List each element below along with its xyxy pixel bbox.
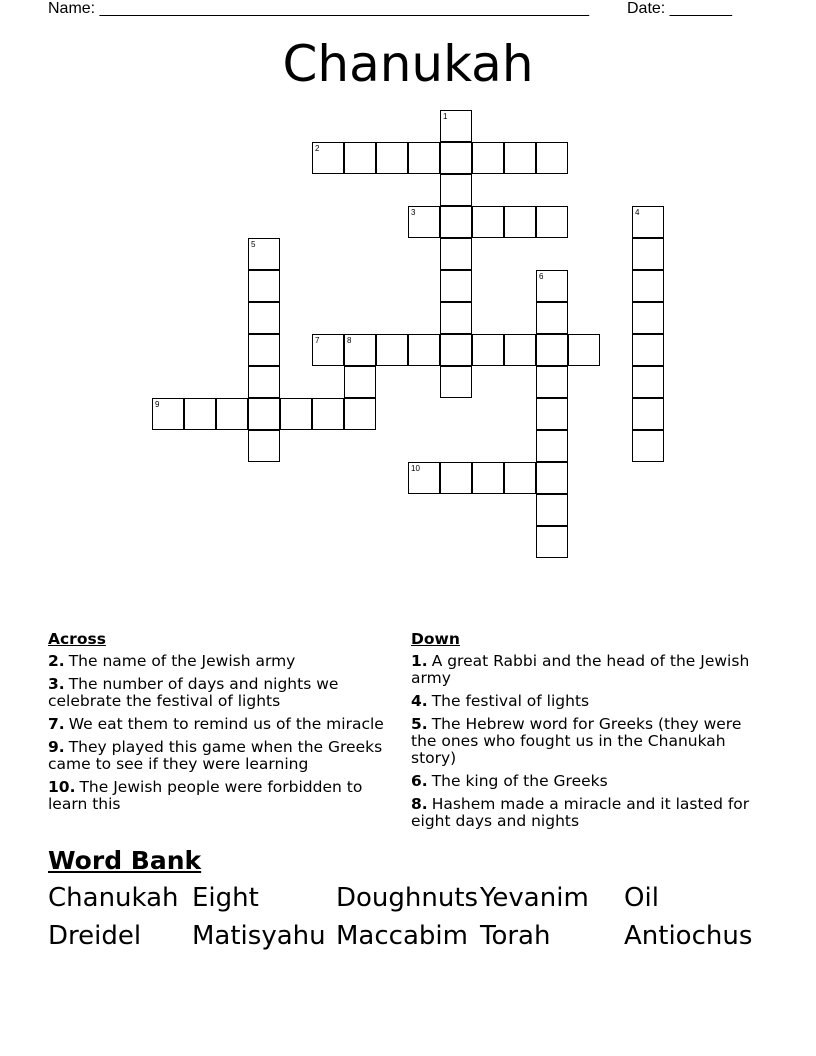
clue-text: The festival of lights bbox=[431, 692, 590, 710]
clue-number: 8. bbox=[411, 795, 428, 813]
crossword-cell[interactable] bbox=[408, 206, 440, 238]
clue-number-label: 8 bbox=[347, 336, 352, 345]
clue-number: 5. bbox=[411, 715, 428, 733]
down-clue bbox=[411, 716, 751, 767]
crossword-cell[interactable] bbox=[312, 142, 344, 174]
crossword-cell[interactable] bbox=[408, 334, 440, 366]
clue-text: The Jewish people were forbidden to learn this bbox=[48, 778, 363, 813]
crossword-cell[interactable] bbox=[312, 398, 344, 430]
crossword-cell[interactable] bbox=[440, 142, 472, 174]
clue-number-label: 5 bbox=[251, 240, 256, 249]
crossword-cell[interactable] bbox=[344, 142, 376, 174]
across-clue bbox=[48, 676, 388, 710]
crossword-cell[interactable] bbox=[248, 334, 280, 366]
crossword-cell[interactable] bbox=[344, 366, 376, 398]
crossword-cell[interactable] bbox=[344, 334, 376, 366]
crossword-cell[interactable] bbox=[248, 398, 280, 430]
crossword-cell[interactable] bbox=[248, 366, 280, 398]
crossword-cell[interactable] bbox=[632, 334, 664, 366]
crossword-cell[interactable] bbox=[280, 398, 312, 430]
across-heading: Across bbox=[48, 630, 106, 648]
crossword-cell[interactable] bbox=[472, 462, 504, 494]
across-clue bbox=[48, 716, 388, 733]
crossword-cell[interactable] bbox=[536, 494, 568, 526]
clue-text: Hashem made a miracle and it lasted for eight days and nights bbox=[411, 795, 750, 830]
crossword-cell[interactable] bbox=[472, 334, 504, 366]
crossword-cell[interactable] bbox=[440, 462, 472, 494]
down-clue bbox=[411, 773, 751, 790]
crossword-cell[interactable] bbox=[216, 398, 248, 430]
crossword-cell[interactable] bbox=[376, 334, 408, 366]
clue-text: The king of the Greeks bbox=[431, 772, 608, 790]
crossword-cell[interactable] bbox=[632, 302, 664, 334]
crossword-cell[interactable] bbox=[248, 238, 280, 270]
crossword-cell[interactable] bbox=[632, 430, 664, 462]
crossword-cell[interactable] bbox=[504, 206, 536, 238]
crossword-cell[interactable] bbox=[408, 462, 440, 494]
crossword-cell[interactable] bbox=[472, 142, 504, 174]
crossword-cell[interactable] bbox=[472, 206, 504, 238]
name-blank[interactable]: _______________________________________________________ bbox=[99, 0, 589, 17]
down-clue bbox=[411, 796, 751, 830]
date-label: Date: bbox=[627, 0, 666, 17]
crossword-cell[interactable] bbox=[632, 398, 664, 430]
clue-number-label: 10 bbox=[411, 464, 420, 473]
crossword-cell[interactable] bbox=[536, 142, 568, 174]
clue-number-label: 4 bbox=[635, 208, 640, 217]
crossword-cell[interactable] bbox=[632, 270, 664, 302]
crossword-cell[interactable] bbox=[312, 334, 344, 366]
word-bank-title: Word Bank bbox=[48, 846, 202, 875]
crossword-cell[interactable] bbox=[376, 142, 408, 174]
word-bank-item: Antiochus bbox=[624, 921, 753, 951]
word-bank-item: Dreidel bbox=[48, 921, 142, 951]
crossword-cell[interactable] bbox=[632, 206, 664, 238]
clue-number-label: 9 bbox=[155, 400, 160, 409]
crossword-cell[interactable] bbox=[408, 142, 440, 174]
clue-text: The number of days and nights we celebrate the festival of lights bbox=[48, 675, 339, 710]
crossword-cell[interactable] bbox=[248, 430, 280, 462]
across-clue bbox=[48, 739, 388, 773]
crossword-cell[interactable] bbox=[248, 270, 280, 302]
word-bank-item: Doughnuts bbox=[336, 883, 479, 913]
word-bank-item: Eight bbox=[192, 883, 259, 913]
clue-number: 3. bbox=[48, 675, 65, 693]
clue-number-label: 2 bbox=[315, 144, 320, 153]
word-bank-item: Yevanim bbox=[480, 883, 589, 913]
clue-text: We eat them to remind us of the miracle bbox=[68, 715, 384, 733]
clue-text: The Hebrew word for Greeks (they were the ones who fought us in the Chanukah story) bbox=[411, 715, 742, 767]
down-clue bbox=[411, 693, 751, 710]
across-clue bbox=[48, 779, 388, 813]
crossword-cell[interactable] bbox=[504, 462, 536, 494]
clue-number: 4. bbox=[411, 692, 428, 710]
crossword-cell[interactable] bbox=[536, 302, 568, 334]
crossword-cell[interactable] bbox=[536, 270, 568, 302]
clue-number: 9. bbox=[48, 738, 65, 756]
crossword-cell[interactable] bbox=[152, 398, 184, 430]
crossword-cell[interactable] bbox=[536, 206, 568, 238]
word-bank-item: Oil bbox=[624, 883, 659, 913]
crossword-cell[interactable] bbox=[536, 366, 568, 398]
clue-number: 1. bbox=[411, 652, 428, 670]
clue-number: 6. bbox=[411, 772, 428, 790]
across-clue bbox=[48, 653, 388, 670]
crossword-cell[interactable] bbox=[440, 302, 472, 334]
crossword-cell[interactable] bbox=[536, 430, 568, 462]
word-bank-item: Torah bbox=[480, 921, 551, 951]
crossword-cell[interactable] bbox=[184, 398, 216, 430]
clue-text: The name of the Jewish army bbox=[68, 652, 296, 670]
date-blank[interactable]: _______ bbox=[669, 0, 732, 17]
crossword-cell[interactable] bbox=[440, 238, 472, 270]
crossword-cell[interactable] bbox=[536, 334, 568, 366]
crossword-cell[interactable] bbox=[632, 238, 664, 270]
down-clues bbox=[411, 631, 751, 836]
crossword-cell[interactable] bbox=[440, 110, 472, 142]
page-title: Chanukah bbox=[282, 35, 534, 93]
name-label: Name: bbox=[48, 0, 96, 17]
clue-number-label: 3 bbox=[411, 208, 416, 217]
crossword-cell[interactable] bbox=[248, 302, 280, 334]
clue-number-label: 6 bbox=[539, 272, 544, 281]
crossword-cell[interactable] bbox=[536, 398, 568, 430]
word-bank-item: Chanukah bbox=[48, 883, 179, 913]
crossword-cell[interactable] bbox=[632, 366, 664, 398]
down-clue bbox=[411, 653, 751, 687]
clue-number: 2. bbox=[48, 652, 65, 670]
clue-text: They played this game when the Greeks came to see if they were learning bbox=[48, 738, 383, 773]
clue-text: A great Rabbi and the head of the Jewish army bbox=[411, 652, 750, 687]
crossword-cell[interactable] bbox=[440, 206, 472, 238]
crossword-cell[interactable] bbox=[440, 174, 472, 206]
crossword-cell[interactable] bbox=[536, 526, 568, 558]
clue-number: 7. bbox=[48, 715, 65, 733]
crossword-cell[interactable] bbox=[344, 398, 376, 430]
word-bank-item: Matisyahu bbox=[192, 921, 326, 951]
crossword-cell[interactable] bbox=[504, 334, 536, 366]
crossword-cell[interactable] bbox=[504, 142, 536, 174]
clue-number-label: 7 bbox=[315, 336, 320, 345]
crossword-cell[interactable] bbox=[536, 462, 568, 494]
crossword-cell[interactable] bbox=[440, 270, 472, 302]
crossword-cell[interactable] bbox=[440, 334, 472, 366]
word-bank-item: Maccabim bbox=[336, 921, 468, 951]
across-clues bbox=[48, 631, 388, 819]
clue-number-label: 1 bbox=[443, 112, 448, 121]
word-bank bbox=[48, 882, 768, 952]
crossword-cell[interactable] bbox=[440, 366, 472, 398]
clue-number: 10. bbox=[48, 778, 76, 796]
down-heading: Down bbox=[411, 630, 460, 648]
crossword-cell[interactable] bbox=[568, 334, 600, 366]
